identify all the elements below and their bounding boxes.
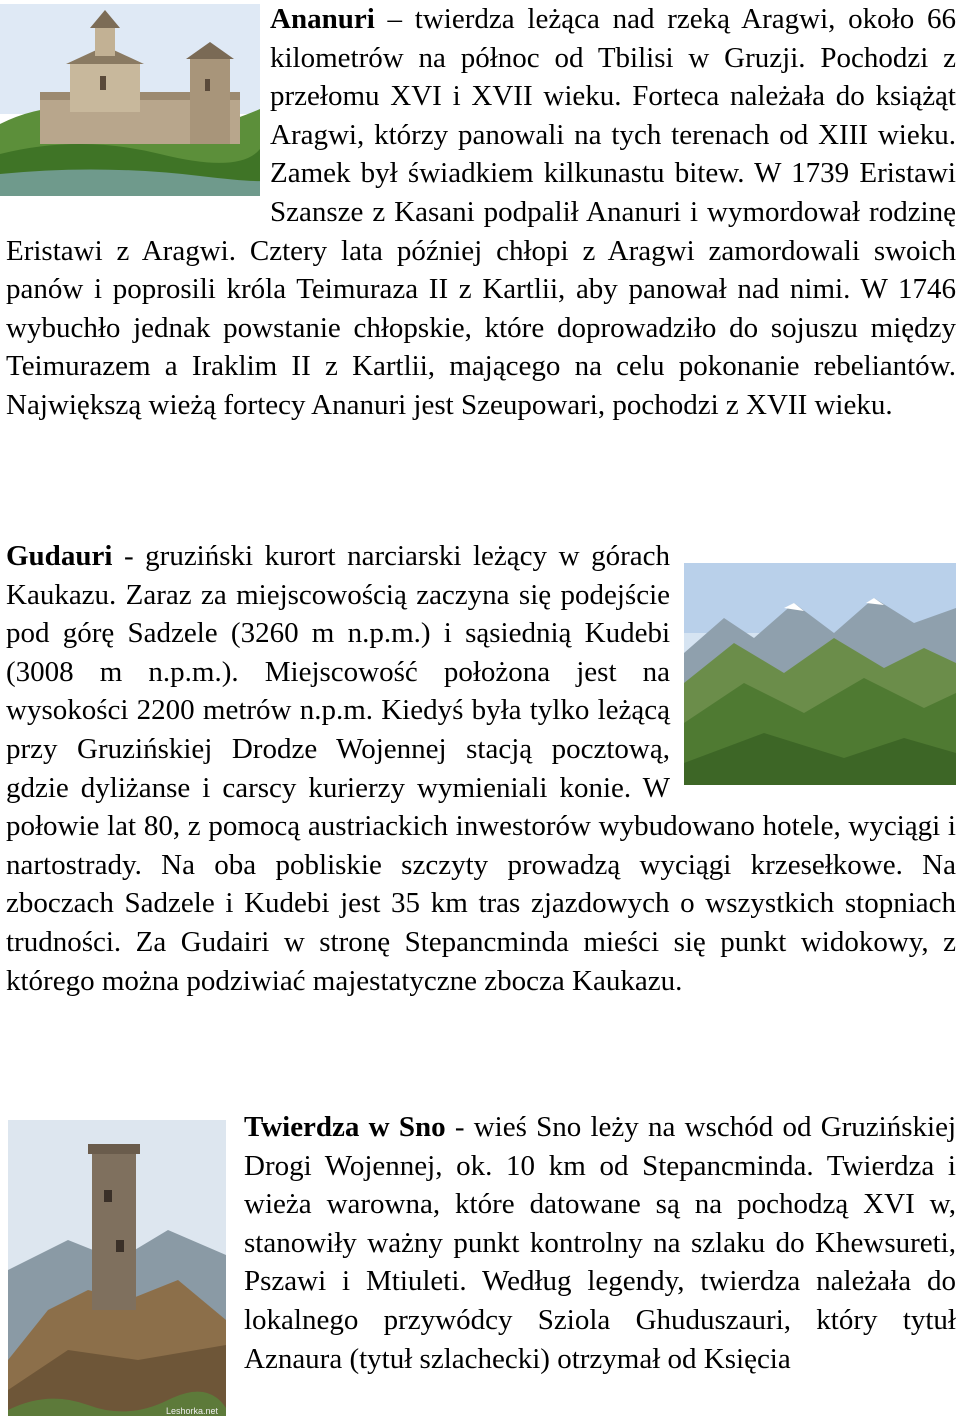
section-text: – twierdza leżąca nad rzeką Aragwi, około 66 kilometrów na północ od Tbilisi w Gruzji. Pochodzi z przełomu XVI i XVII wieku. Forteca należała do książąt Aragwi, którzy panowali na tych terenach od XIII wieku. Zamek był świadkiem kilkunastu bitew. W 1739 Eristawi Szansze z Kasani podpalił Ananuri i wymordował rodzinę Eristawi z Aragwi. Cztery lata później chłopi z Aragwi zamordowali swoich panów i poprosili króla Teimuraza II z Kartlii, aby panował nad nimi. W 1746 wybuchło jednak powstanie chłopskie, które doprowadziło do sojuszu między Teimurazem a Iraklim II z Kartlii, mającego na celu pokonanie rebeliantów. Największą wieżą fortecy Ananuri jest Szeupowari, pochodzi z XVII wieku. (6, 3, 956, 421)
section-title: Twierdza w Sno (244, 1111, 446, 1143)
fortress-image (0, 4, 260, 196)
tower-image (8, 1120, 226, 1416)
sno-photo (8, 1120, 226, 1416)
watermark: Leshorka.net (165, 1406, 218, 1416)
section-title: Ananuri (270, 3, 375, 35)
section-title: Gudauri (6, 540, 113, 572)
section-sno (0, 1108, 960, 1416)
mountains-image (684, 563, 956, 785)
section-text: - gruziński kurort narciarski leżący w górach Kaukazu. Zaraz za miejscowością zaczyna się podejście pod górę Sadzele (3260 m n.p.m.) i sąsiednią Kudebi (3008 m n.p.m.). Miejscowość położona jest na wysokości 2200 metrów n.p.m. Kiedyś była tylko leżącą przy Gruzińskiej Drodze Wojennej stacją pocztową, gdzie dyliżanse i carscy kurierzy wymieniali konie. W połowie lat 80, z pomocą austriackich inwestorów wybudowano hotele, wyciągi i nartostrady. Na oba pobliskie szczyty prowadzą wyciągi krzesełkowe. Na zboczach Sadzele i Kudebi jest 35 km tras zjazdowych o wszystkich stopniach trudności. Za Gudairi w stronę Stepancminda mieści się punkt widokowy, z którego można podziwiać majestatyczne zbocza Kaukazu. (6, 540, 956, 997)
section-text: - wieś Sno leży na wschód od Gruzińskiej Drogi Wojennej, ok. 10 km od Stepancminda. Twierdza i wieża warowna, które datowane są na pochodzą XVI w, stanowiły ważny punkt kontrolny na szlaku do Khewsureti, Pszawi i Mtiuleti. Według legendy, twierdza należała do lokalnego przywódcy Sziola Ghuduszauri, który tytuł Aznaura (tytuł szlachecki) otrzymał od Księcia (244, 1111, 956, 1375)
section-gudauri (6, 537, 956, 1000)
gudauri-photo (684, 563, 956, 785)
section-ananuri (6, 0, 956, 425)
ananuri-photo (0, 4, 260, 196)
